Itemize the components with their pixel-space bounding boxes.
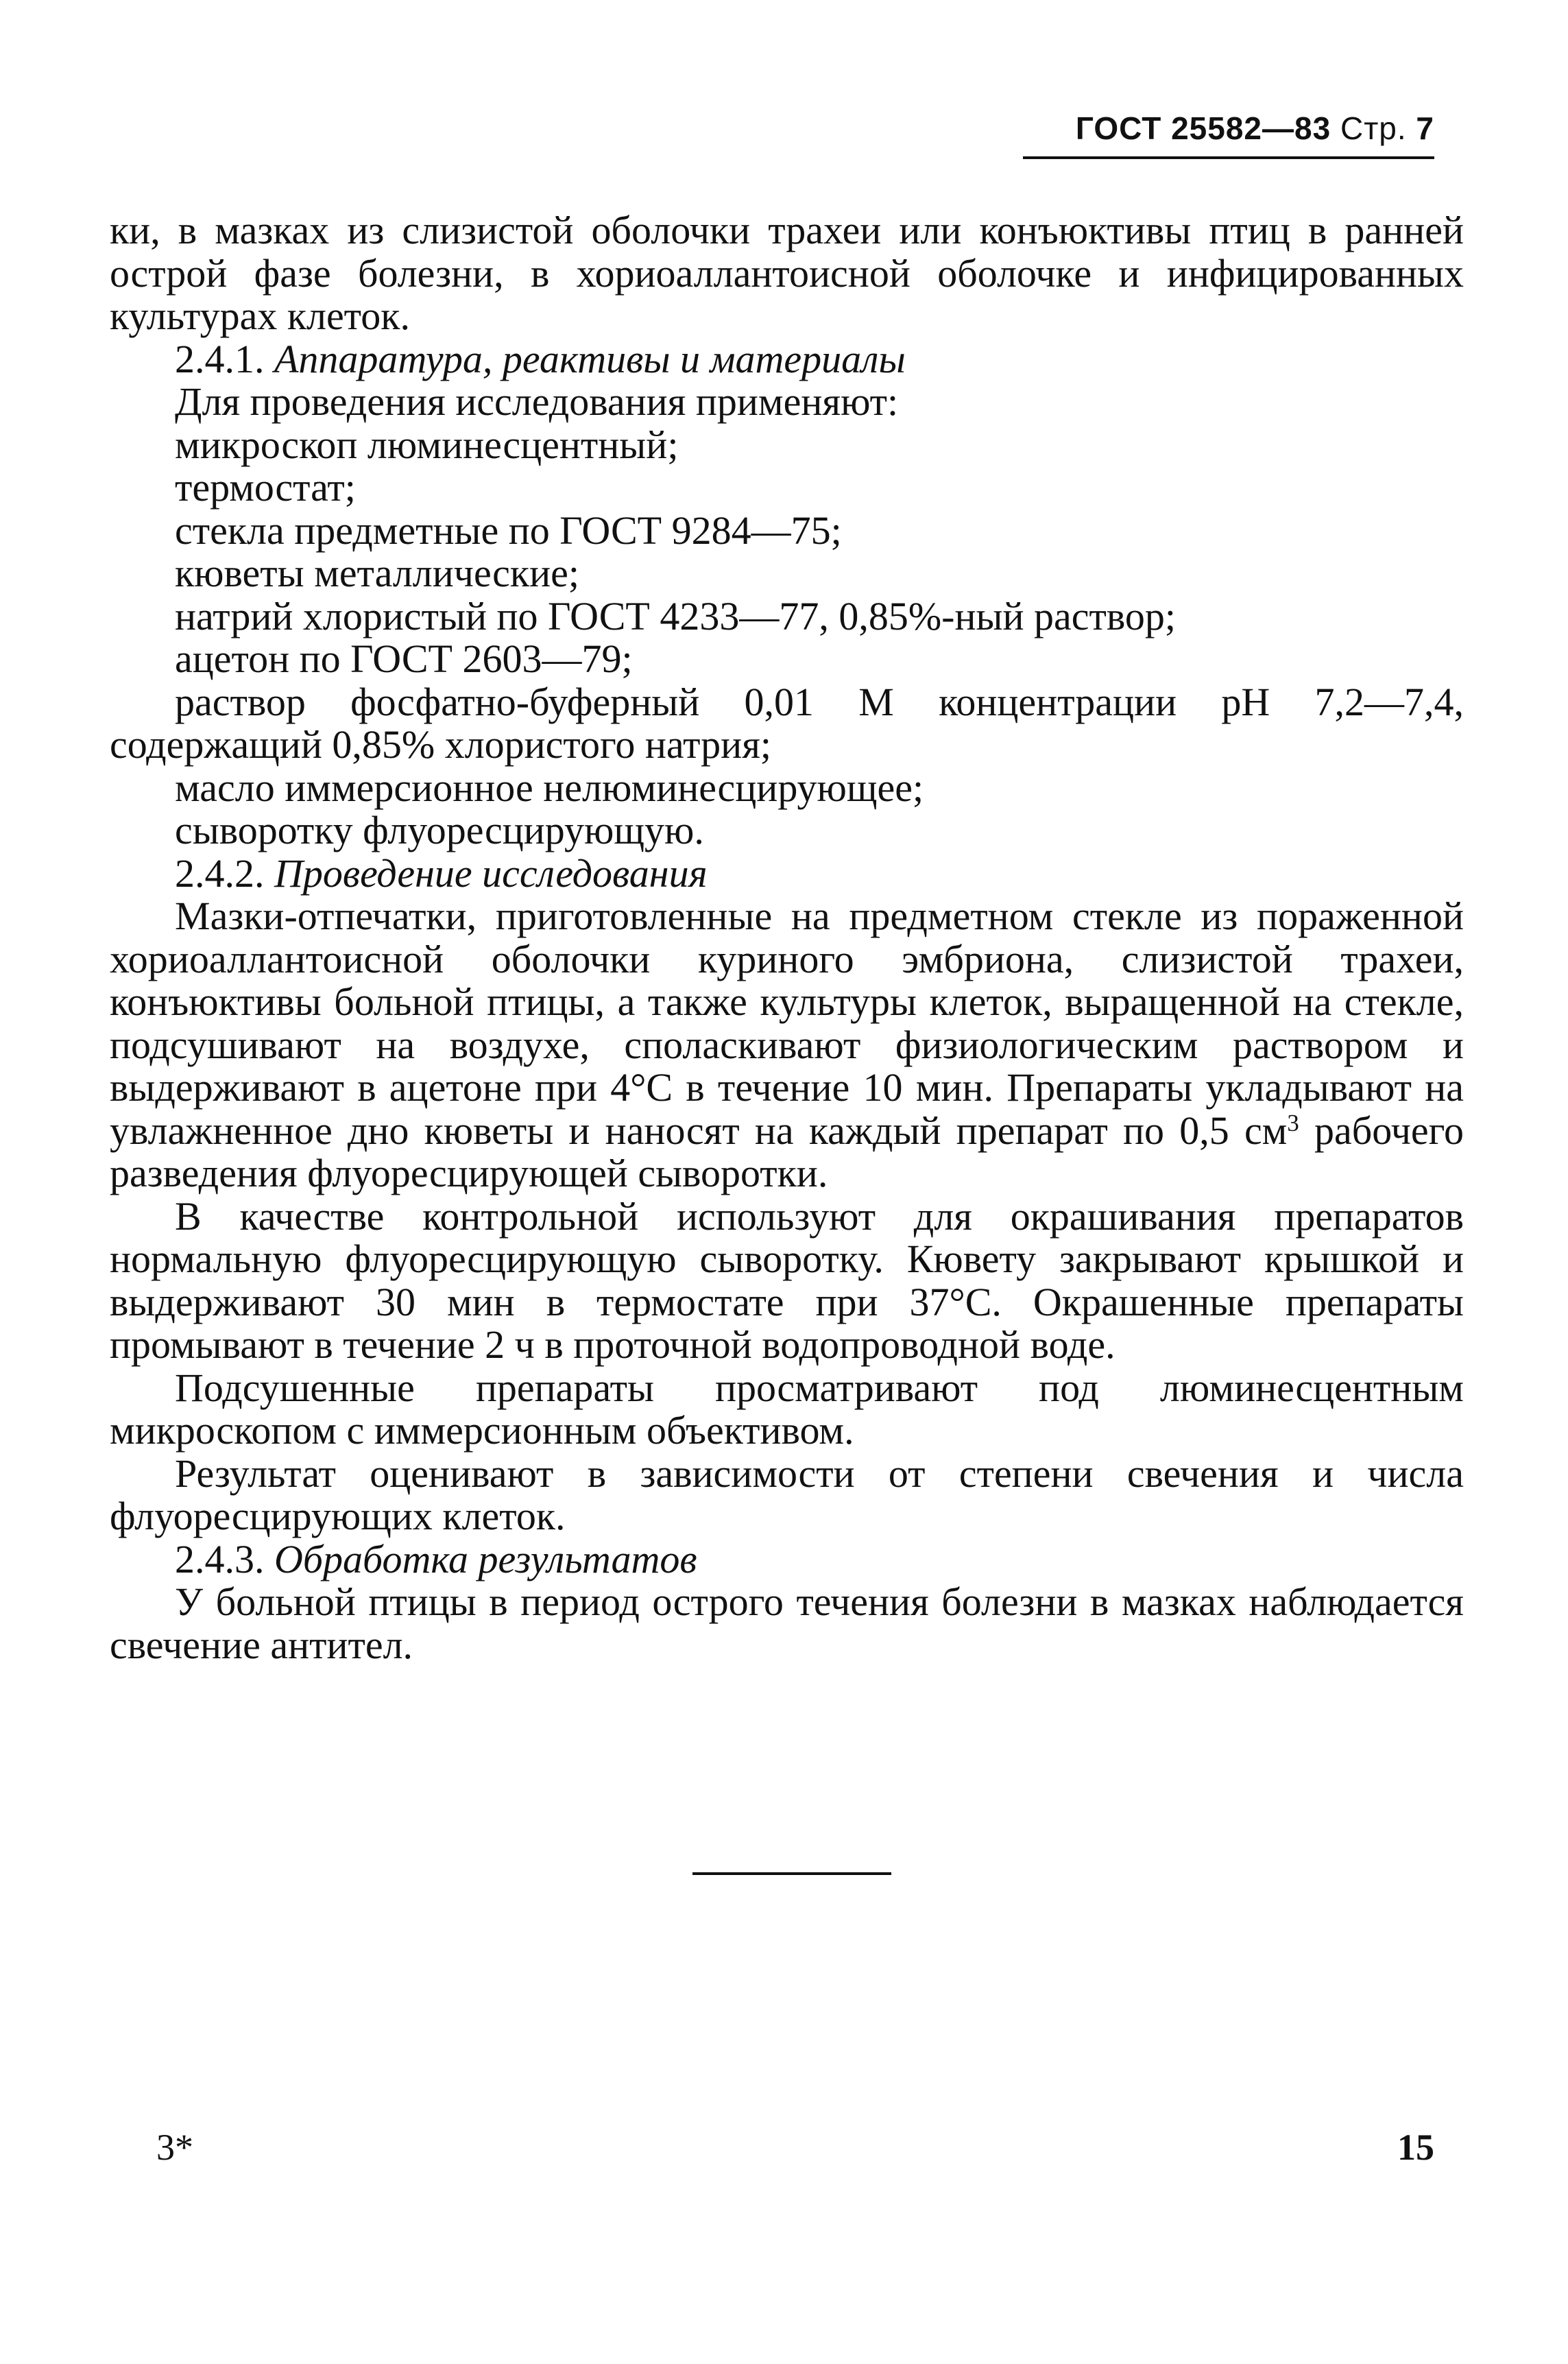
section-heading-2-4-2 — [110, 852, 1464, 896]
page-label: Стр. — [1340, 110, 1407, 146]
intro-paragraph: ки, в мазках из слизистой оболочки трахеи или конъюктивы птиц в ранней острой фазе болезни, в хориоаллантоисной оболочке и инфицированных культурах клеток. — [110, 208, 1464, 338]
superscript: 3 — [1287, 1109, 1299, 1136]
section-heading-2-4-3 — [110, 1538, 1464, 1581]
document-id: ГОСТ 25582—83 — [1075, 110, 1331, 146]
running-header — [1076, 110, 1434, 147]
end-rule — [692, 1872, 891, 1875]
list-item: ацетон по ГОСТ 2603—79; — [175, 636, 633, 681]
section-heading-2-4-1 — [110, 338, 1464, 381]
list-item: натрий хлористый по ГОСТ 4233—77, 0,85%-ный раствор; — [175, 593, 1176, 638]
list-item: масло иммерсионное нелюминесцирующее; — [175, 765, 924, 810]
header-page-number: 7 — [1416, 110, 1434, 146]
signature-mark: 3* — [156, 2127, 193, 2168]
paragraph-text: Мазки-отпечатки, приготовленные на предметном стекле из пораженной хориоаллантоисной оболочки куриного эмбриона, слизистой трахеи, конъюктивы больной птицы, а также культуры клеток, выращенной на стекле, подсушивают на воздухе, споласкивают физиологическим раствором и выдерживают в ацетоне при 4°С в течение 10 мин. Препараты укладывают на увлажненное дно кюветы и наносят на каждый препарат по 0,5 см — [110, 894, 1464, 1153]
section-number: 2.4.3. — [175, 1536, 265, 1581]
list-item: сыворотку флуоресцирующую. — [175, 808, 704, 852]
list-item: микроскоп люминесцентный; — [175, 422, 679, 467]
section-title: Аппаратура, реактивы и материалы — [274, 336, 906, 381]
paragraph-processing: У больной птицы в период острого течения болезни в мазках наблюдается свечение антител. — [110, 1579, 1464, 1667]
paragraph-microscope: Подсушенные препараты просматривают под люминесцентным микроскопом с иммерсионным объективом. — [110, 1365, 1464, 1453]
list-item: термостат; — [175, 465, 356, 510]
section-title: Обработка результатов — [274, 1536, 697, 1581]
lead-text: Для проведения исследования применяют: — [175, 379, 899, 424]
section-number: 2.4.1. — [175, 336, 265, 381]
paragraph-text: рабочего разведения флуоресцирующей сыворотки. — [110, 1108, 1464, 1195]
paragraph-control: В качестве контрольной используют для окрашивания препаратов нормальную флуоресцирующую сыворотку. Кювету закрывают крышкой и выдерживают 30 мин в термостате при 37°С. Окрашенные препараты промывают в течение 2 ч в проточной водопроводной воде. — [110, 1193, 1464, 1367]
list-item: кюветы металлические; — [175, 551, 579, 595]
section-number: 2.4.2. — [175, 850, 265, 896]
paragraph-smears — [110, 895, 1464, 1195]
page-body — [110, 209, 1464, 1667]
paragraph-result: Результат оценивают в зависимости от степени свечения и числа флуоресцирующих клеток. — [110, 1450, 1464, 1538]
section-title: Проведение исследования — [274, 850, 708, 896]
list-item-buffer: раствор фосфатно-буферный 0,01 М концентрации рН 7,2—7,4, содержащий 0,85% хлористого натрия; — [110, 679, 1464, 767]
header-rule — [1023, 156, 1434, 159]
list-item: стекла предметные по ГОСТ 9284—75; — [175, 508, 842, 553]
page-number: 15 — [1397, 2127, 1434, 2168]
